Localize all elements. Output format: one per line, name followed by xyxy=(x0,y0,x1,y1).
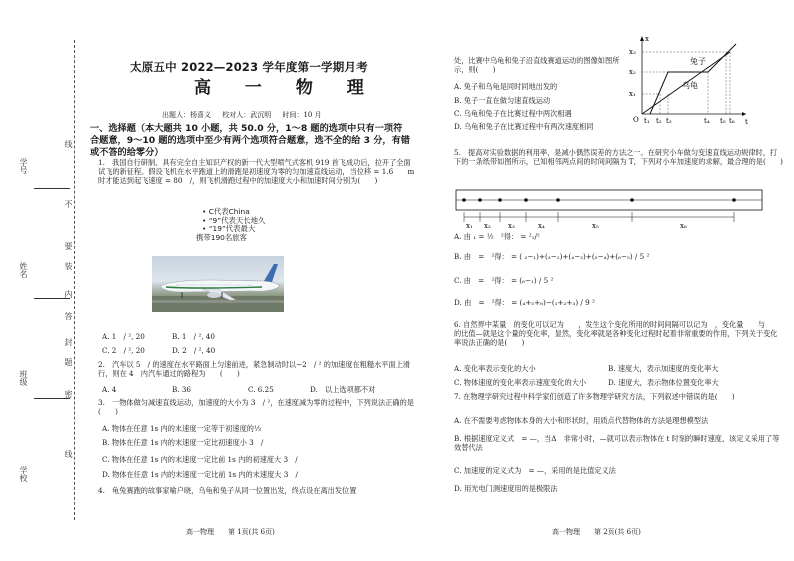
question-5-text: 5. 提高对实验数据的利用率，是减小偶然误差的方法之一。在研究小车做匀变速直线运动规律时，打下的一条纸带如图所示，已知相邻两点间的时间间隔为 T，下列对小车加速度的求解，最合理的是( ) xyxy=(454,148,783,166)
left-page xyxy=(84,0,429,561)
seal-char: 线 xyxy=(64,140,73,148)
q2-option-b[interactable]: B. 36 xyxy=(172,385,191,394)
y-tick-label: x₁ xyxy=(629,90,636,98)
q5-option-a[interactable]: A. 由 ₁ = ½ ²得： = ²₁/² xyxy=(454,232,540,241)
name-underline xyxy=(34,298,70,299)
checker: 校对人：武沉明 xyxy=(222,111,272,119)
tape-segment-label: x₆ xyxy=(680,222,687,230)
q7-option-d[interactable]: D. 用光电门测速度用的是极限法 xyxy=(454,484,558,493)
school-label: 学校 xyxy=(19,466,28,482)
q3-option-b[interactable]: B. 物体在任意 1s 内的末速度一定比初速度小 3 / xyxy=(102,438,264,447)
q4-option-d[interactable]: D. 乌龟和兔子在比赛过程中有两次速度相同 xyxy=(454,122,594,131)
setter: 出题人：杨喜义 xyxy=(162,111,211,119)
exam-time: 时间：10 月 xyxy=(282,111,322,119)
caption-line: 携带190名旅客 xyxy=(196,233,248,243)
right-page-footer: 高一物理 第 2页(共 6页) xyxy=(552,528,641,536)
question-4-text: 4. 龟兔赛跑的故事家喻户晓，乌龟和兔子从同一位置出发，终点设在离出发位置 xyxy=(98,486,357,495)
paper-tape-diagram xyxy=(454,188,774,236)
seal-char: 题 xyxy=(64,358,73,366)
left-page-footer: 高一物理 第 1页(共 6页) xyxy=(186,528,275,536)
class-underline xyxy=(34,398,70,399)
tape-segment-label: x₅ xyxy=(592,222,599,230)
t-tick-label: t₅ xyxy=(720,117,726,125)
q7-option-b[interactable]: B. 根据速度定义式 = —，当Δ 非常小时，—就可以表示物体在 t 时刻的瞬时速度，该定义采用了等效替代法 xyxy=(454,434,780,452)
seal-char: 封 xyxy=(64,338,73,346)
tape-segment-label: x₃ xyxy=(508,222,515,230)
t-tick-label: t₂ xyxy=(656,117,662,125)
tape-segment-label: x₁ xyxy=(466,222,473,230)
q6-option-a[interactable]: A. 变化率表示变化的大小 xyxy=(454,364,536,373)
question-2-text: 2. 汽车以 5 / 的速度在水平路面上匀速前进，紧急制动时以−2 / ² 的加速度在粗糙水平面上滑行，则在 4 内汽车通过的路程为 ( ) xyxy=(98,360,411,378)
binding-margin xyxy=(0,0,80,561)
class-label: 班级 xyxy=(19,370,28,386)
y-axis-label: x xyxy=(645,35,649,43)
exam-subject: 高 一 物 理 xyxy=(194,78,378,98)
q4-option-a[interactable]: A. 兔子和乌龟是同时同地出发的 xyxy=(454,82,558,91)
q6-option-d[interactable]: D. 速度大，表示物体位置变化率大 xyxy=(608,378,719,387)
question-7-text: 7. 在物理学研究过程中科学家们创造了许多物理学研究方法，下列叙述中错误的是( ) xyxy=(454,392,735,401)
q6-option-c[interactable]: C. 物体速度的变化率表示速度变化的大小 xyxy=(454,378,587,387)
seal-char: 密 xyxy=(64,390,73,398)
c919-plane-photo xyxy=(152,256,284,312)
exam-meta xyxy=(162,111,331,120)
seal-char: 不 xyxy=(64,200,73,208)
student-id-label: 学号 xyxy=(19,158,28,174)
y-tick-label: x₂ xyxy=(629,68,636,76)
plane-icon xyxy=(152,256,284,312)
q2-option-a[interactable]: A. 4 xyxy=(102,385,117,394)
exam-title: 太原五中 2022—2023 学年度第一学期月考 xyxy=(130,60,368,74)
x-axis-label: t xyxy=(745,118,748,126)
seal-char: 内 xyxy=(64,290,73,298)
q1-option-d[interactable]: D. 2 / ², 40 xyxy=(172,346,216,355)
seal-char: 答 xyxy=(64,312,73,320)
turtle-label: 乌龟 xyxy=(682,81,698,90)
caption-line: • “19”代表最大 xyxy=(202,224,256,234)
q6-option-b[interactable]: B. 速度大，表示加速度的变化率大 xyxy=(608,364,719,373)
plane-caption xyxy=(196,207,266,243)
q7-option-c[interactable]: C. 加速度的定义式为 = —，采用的是比值定义法 xyxy=(454,466,616,475)
tape-segment-label: x₂ xyxy=(484,222,491,230)
y-tick-label: x₃ xyxy=(629,48,636,56)
id-underline xyxy=(34,188,70,189)
q4-option-c[interactable]: C. 乌龟和兔子在比赛过程中两次相遇 xyxy=(454,109,572,118)
caption-line: • “9”代表天长地久 xyxy=(202,215,266,225)
q3-option-a[interactable]: A. 物体在任意 1s 内的末速度一定等于初速度的⅓ xyxy=(102,424,261,433)
tape-segment-label: x₄ xyxy=(538,222,545,230)
q4-option-b[interactable]: B. 兔子一直在做匀速直线运动 xyxy=(454,96,551,105)
t-tick-label: t₆ xyxy=(729,117,735,125)
origin-label: O xyxy=(633,116,639,124)
x-t-graph xyxy=(626,32,750,126)
right-page xyxy=(448,0,788,561)
t-tick-label: t₄ xyxy=(704,117,710,125)
q5-option-b[interactable]: B. 由 = ²得： = ( ₂−₁)+(₃−₂)+(₄−₃)+(₅−₄)+(₆−₅) / 5 ² xyxy=(454,252,650,261)
q1-option-b[interactable]: B. 1 / ², 40 xyxy=(172,332,215,341)
q1-option-a[interactable]: A. 1 / ², 20 xyxy=(102,332,145,341)
q7-option-a[interactable]: A. 在不需要考虑物体本身的大小和形状时，用质点代替物体的方法是理想模型法 xyxy=(454,416,709,425)
seal-dashed-line xyxy=(74,40,75,520)
q1-option-c[interactable]: C. 2 / ², 20 xyxy=(102,346,145,355)
t-tick-label: t₁ xyxy=(644,117,650,125)
question-3-text: 3. 一物体做匀减速直线运动，加速度的大小为 3 / ²，在速度减为零的过程中，下列说法正确的是 ( ) xyxy=(98,398,429,416)
seal-char: 要 xyxy=(64,242,73,250)
seal-char: 线 xyxy=(64,450,73,458)
q2-option-d[interactable]: D. 以上选项都不对 xyxy=(310,385,376,394)
q3-option-d[interactable]: D. 物体在任意 1s 内的末速度一定比前 1s 内的末速度大 3 / xyxy=(102,470,298,479)
name-label: 姓名 xyxy=(19,262,28,278)
q5-option-c[interactable]: C. 由 = ²得： = (₆−₁) / 5 ² xyxy=(454,276,554,285)
caption-line: • C代表China xyxy=(202,207,250,216)
t-tick-label: t₃ xyxy=(666,117,672,125)
section-heading: 一、选择题（本大题共 10 小题，共 50.0 分，1～8 题的选项中只有一项符合题意，9～10 题的选项中至少有两个选项符合题意，选不全的给 3 分，有错或不答的给零分） xyxy=(90,123,410,159)
seal-char: 装 xyxy=(64,262,73,270)
rabbit-label: 兔子 xyxy=(690,57,706,66)
q3-option-c[interactable]: C. 物体在任意 1s 内的末速度一定比前 1s 内的初速度大 3 / xyxy=(102,455,298,464)
question-6-text: 6. 自然界中某量 的变化可以记为 ，发生这个变化所用的时间间隔可以记为 ，变化量 与 的比值—就是这个量的变化率，显然，变化率就是各种变化过程时起着非常重要的作用，下列关于变化率说法正确的是( ) xyxy=(454,320,780,347)
q5-option-d[interactable]: D. 由 = ²得： = (₄+₅+₆)−(₁+₂+₃) / 9 ² xyxy=(454,298,595,307)
question-1-text: 1. 我国自行研制、具有完全自主知识产权的新一代大型喷气式客机 919 首飞成功后，拉开了全面试飞的新征程。假设飞机在水平跑道上的滑跑是初速度为零的匀加速直线运动，当位移 = 1.6 m 时才能达到起飞速度 = 80 /，则飞机滑跑过程中的加速度大小和加速时间分别为( ) xyxy=(98,158,415,185)
rabbit-line xyxy=(650,44,736,114)
q2-option-c[interactable]: C. 6.25 xyxy=(248,385,274,394)
question-4-continued: 处，比赛中乌龟和兔子沿直线赛道运动的图像如图所示，则( ) xyxy=(454,56,620,74)
